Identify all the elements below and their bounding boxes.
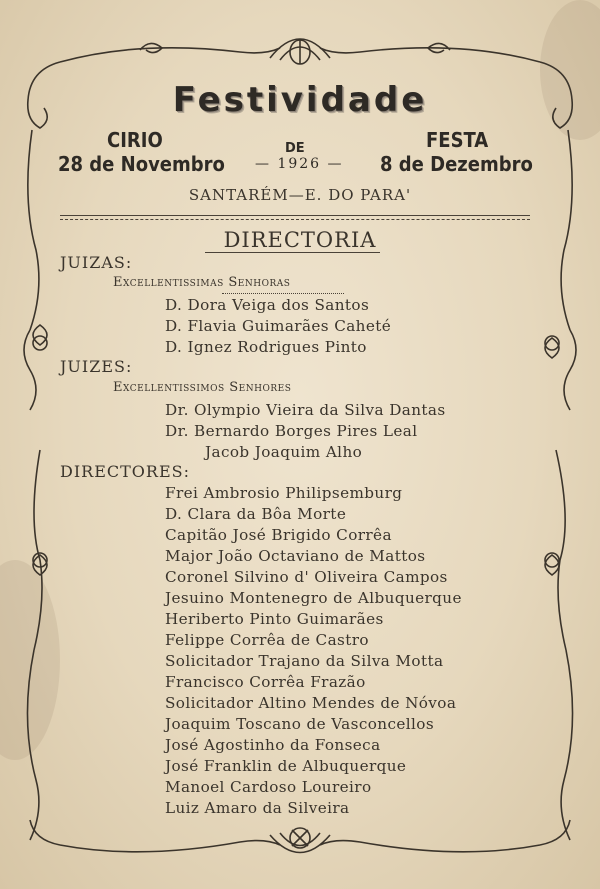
directory-underline bbox=[205, 252, 380, 253]
juizes-subheading: Excellentissimos Senhores bbox=[113, 380, 292, 395]
cirio-label: CIRIO bbox=[107, 128, 163, 152]
de-label: DE bbox=[285, 141, 305, 156]
juizas-name: D. Flavia Guimarães Caheté bbox=[165, 317, 392, 335]
juizas-name: D. Dora Veiga dos Santos bbox=[165, 296, 370, 314]
director-name: Francisco Corrêa Frazão bbox=[165, 673, 366, 691]
page-title: Festividade bbox=[172, 80, 428, 120]
director-name: Major João Octaviano de Mattos bbox=[165, 547, 426, 565]
divider-rule bbox=[60, 215, 530, 216]
directory-title: DIRECTORIA bbox=[223, 228, 377, 252]
festa-label: FESTA bbox=[426, 128, 489, 152]
director-name: José Franklin de Albuquerque bbox=[165, 757, 407, 775]
subheading-underline bbox=[222, 293, 344, 294]
director-name: Joaquim Toscano de Vasconcellos bbox=[165, 715, 435, 733]
director-name: Coronel Silvino d' Oliveira Campos bbox=[165, 568, 448, 586]
juizas-heading: JUIZAS: bbox=[60, 253, 133, 272]
festa-date: 8 de Dezembro bbox=[380, 152, 533, 176]
director-name: Luiz Amaro da Silveira bbox=[165, 799, 350, 817]
place-label: SANTARÉM—E. DO PARA' bbox=[188, 186, 412, 204]
cirio-date: 28 de Novembro bbox=[58, 152, 225, 176]
director-name: Capitão José Brigido Corrêa bbox=[165, 526, 392, 544]
juizes-heading: JUIZES: bbox=[60, 357, 133, 376]
directores-heading: DIRECTORES: bbox=[60, 462, 190, 481]
year-label: — 1926 — bbox=[255, 156, 344, 172]
divider-rule bbox=[60, 219, 530, 220]
director-name: José Agostinho da Fonseca bbox=[165, 736, 381, 754]
juizas-subheading: Excellentissimas Senhoras bbox=[113, 275, 291, 290]
director-name: Solicitador Altino Mendes de Nóvoa bbox=[165, 694, 457, 712]
director-name: D. Clara da Bôa Morte bbox=[165, 505, 347, 523]
director-name: Frei Ambrosio Philipsemburg bbox=[165, 484, 403, 502]
juizas-name: D. Ignez Rodrigues Pinto bbox=[165, 338, 367, 356]
director-name: Manoel Cardoso Loureiro bbox=[165, 778, 372, 796]
juizes-name: Dr. Olympio Vieira da Silva Dantas bbox=[165, 401, 446, 419]
juizes-name: Dr. Bernardo Borges Pires Leal bbox=[165, 422, 418, 440]
director-name: Jesuino Montenegro de Albuquerque bbox=[165, 589, 462, 607]
juizes-name: Jacob Joaquim Alho bbox=[205, 443, 363, 461]
director-name: Heriberto Pinto Guimarães bbox=[165, 610, 384, 628]
director-name: Felippe Corrêa de Castro bbox=[165, 631, 369, 649]
director-name: Solicitador Trajano da Silva Motta bbox=[165, 652, 444, 670]
